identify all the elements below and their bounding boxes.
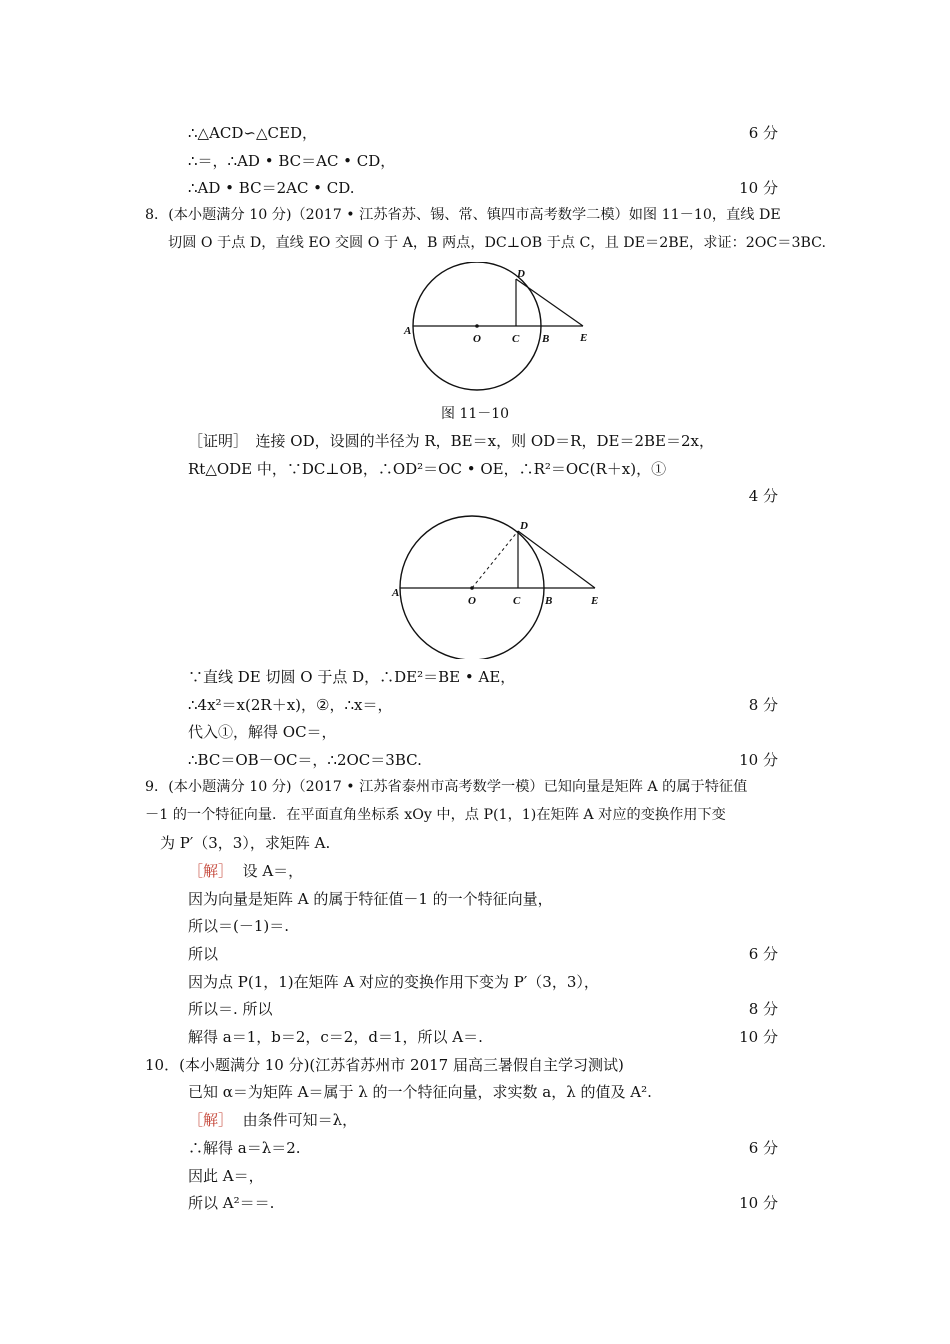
score-10: 10 分 xyxy=(739,1028,778,1046)
label-d: D xyxy=(517,268,525,280)
center-point xyxy=(475,324,479,328)
q10-stem-line-2: 已知 α＝为矩阵 A＝属于 λ 的一个特征向量，求实数 a，λ 的值及 A². xyxy=(188,1083,652,1101)
score-6: 6 分 xyxy=(748,124,778,142)
q8-proof-line-4: ∴4x²＝x(2R＋x)，②，∴x＝， xyxy=(188,696,393,714)
q9-solution-line-4: 所以 xyxy=(188,945,219,963)
q8-proof-line-1: ［证明］ 连接 OD，设圆的半径为 R，BE＝x，则 OD＝R，DE＝2BE＝2x， xyxy=(188,432,714,450)
label-a-2: A xyxy=(392,587,400,599)
label-c-2: C xyxy=(513,595,521,607)
label-d-2: D xyxy=(520,520,528,532)
label-e-2: E xyxy=(591,595,599,607)
q9-solution-line-1 xyxy=(188,861,303,881)
top-line-2: ∴＝，∴AD • BC＝AC • CD， xyxy=(188,152,396,170)
label-o-2: O xyxy=(468,595,476,607)
q9-solution-line-3: 所以＝(－1)＝. xyxy=(188,917,290,935)
q9-solution-tag: ［解］ xyxy=(188,862,234,880)
top-line-3: ∴AD • BC＝2AC • CD. xyxy=(188,179,355,197)
label-b-2: B xyxy=(545,595,553,607)
q10-solution-line-2: ∴解得 a＝λ＝2. xyxy=(188,1139,301,1157)
segment-de xyxy=(516,279,583,326)
score-8: 8 分 xyxy=(748,696,778,714)
q8-proof-line-5: 代入①，解得 OC＝， xyxy=(188,723,337,741)
q9-solution-line-6: 所以＝. 所以 xyxy=(188,1000,273,1018)
label-o: O xyxy=(473,333,481,345)
q9-solution-line-5: 因为点 P(1，1)在矩阵 A 对应的变换作用下变为 P′（3，3）， xyxy=(188,973,599,991)
q9-solution-line-2: 因为向量是矩阵 A 的属于特征值－1 的一个特征向量， xyxy=(188,890,553,908)
label-e: E xyxy=(580,332,588,344)
q9-solution-text-1: 设 A＝， xyxy=(242,862,304,880)
label-b: B xyxy=(542,333,550,345)
proof-figure xyxy=(388,514,608,659)
label-c: C xyxy=(512,333,520,345)
q9-stem-line-2: －1 的一个特征向量．在平面直角坐标系 xOy 中，点 P(1，1)在矩阵 A 对应的变换作用下变 xyxy=(145,807,726,823)
q9-stem-line-3: 为 P′（3，3），求矩阵 A. xyxy=(160,834,331,852)
top-line-1: ∴△ACD∽△CED， xyxy=(188,124,317,142)
q10-solution-text-1: 由条件可知＝λ， xyxy=(242,1111,358,1129)
q10-solution-tag: ［解］ xyxy=(188,1111,234,1129)
center-point-2 xyxy=(470,586,474,590)
q8-stem-line-2: 切圆 O 于点 D，直线 EO 交圆 O 于 A，B 两点，DC⊥OB 于点 C，且 DE＝2BE，求证：2OC＝3BC. xyxy=(168,235,827,251)
figure-caption: 图 11－10 xyxy=(441,406,510,422)
score-10: 10 分 xyxy=(739,1194,778,1212)
score-6: 6 分 xyxy=(748,945,778,963)
score-10: 10 分 xyxy=(739,179,778,197)
label-a: A xyxy=(404,325,412,337)
q10-stem-line-1: 10．(本小题满分 10 分)(江苏省苏州市 2017 届高三暑假自主学习测试) xyxy=(145,1056,624,1074)
q8-proof-line-3: ∵直线 DE 切圆 O 于点 D，∴DE²＝BE • AE， xyxy=(188,668,516,686)
q8-proof-line-2: Rt△ODE 中，∵DC⊥OB，∴OD²＝OC • OE，∴R²＝OC(R＋x)，① xyxy=(188,460,667,478)
segment-de-2 xyxy=(518,531,595,588)
q9-solution-line-7: 解得 a＝1，b＝2，c＝2，d＝1，所以 A＝. xyxy=(188,1028,483,1046)
segment-od-dashed xyxy=(472,531,518,588)
q8-proof-line-6: ∴BC＝OB－OC＝，∴2OC＝3BC. xyxy=(188,751,422,769)
score-8: 8 分 xyxy=(748,1000,778,1018)
score-6: 6 分 xyxy=(748,1139,778,1157)
q10-solution-line-1 xyxy=(188,1110,357,1130)
q8-stem-line-1: 8．(本小题满分 10 分)（2017 • 江苏省苏、锡、常、镇四市高考数学二模）如图 11－10，直线 DE xyxy=(145,207,781,223)
q10-solution-line-4: 所以 A²＝＝. xyxy=(188,1194,275,1212)
q10-solution-line-3: 因此 A＝， xyxy=(188,1167,264,1185)
score-10: 10 分 xyxy=(739,751,778,769)
q9-stem-line-1: 9．(本小题满分 10 分)（2017 • 江苏省泰州市高考数学一模）已知向量是矩阵 A 的属于特征值 xyxy=(145,779,748,795)
score-4: 4 分 xyxy=(748,487,778,505)
figure-11-10 xyxy=(400,262,600,402)
